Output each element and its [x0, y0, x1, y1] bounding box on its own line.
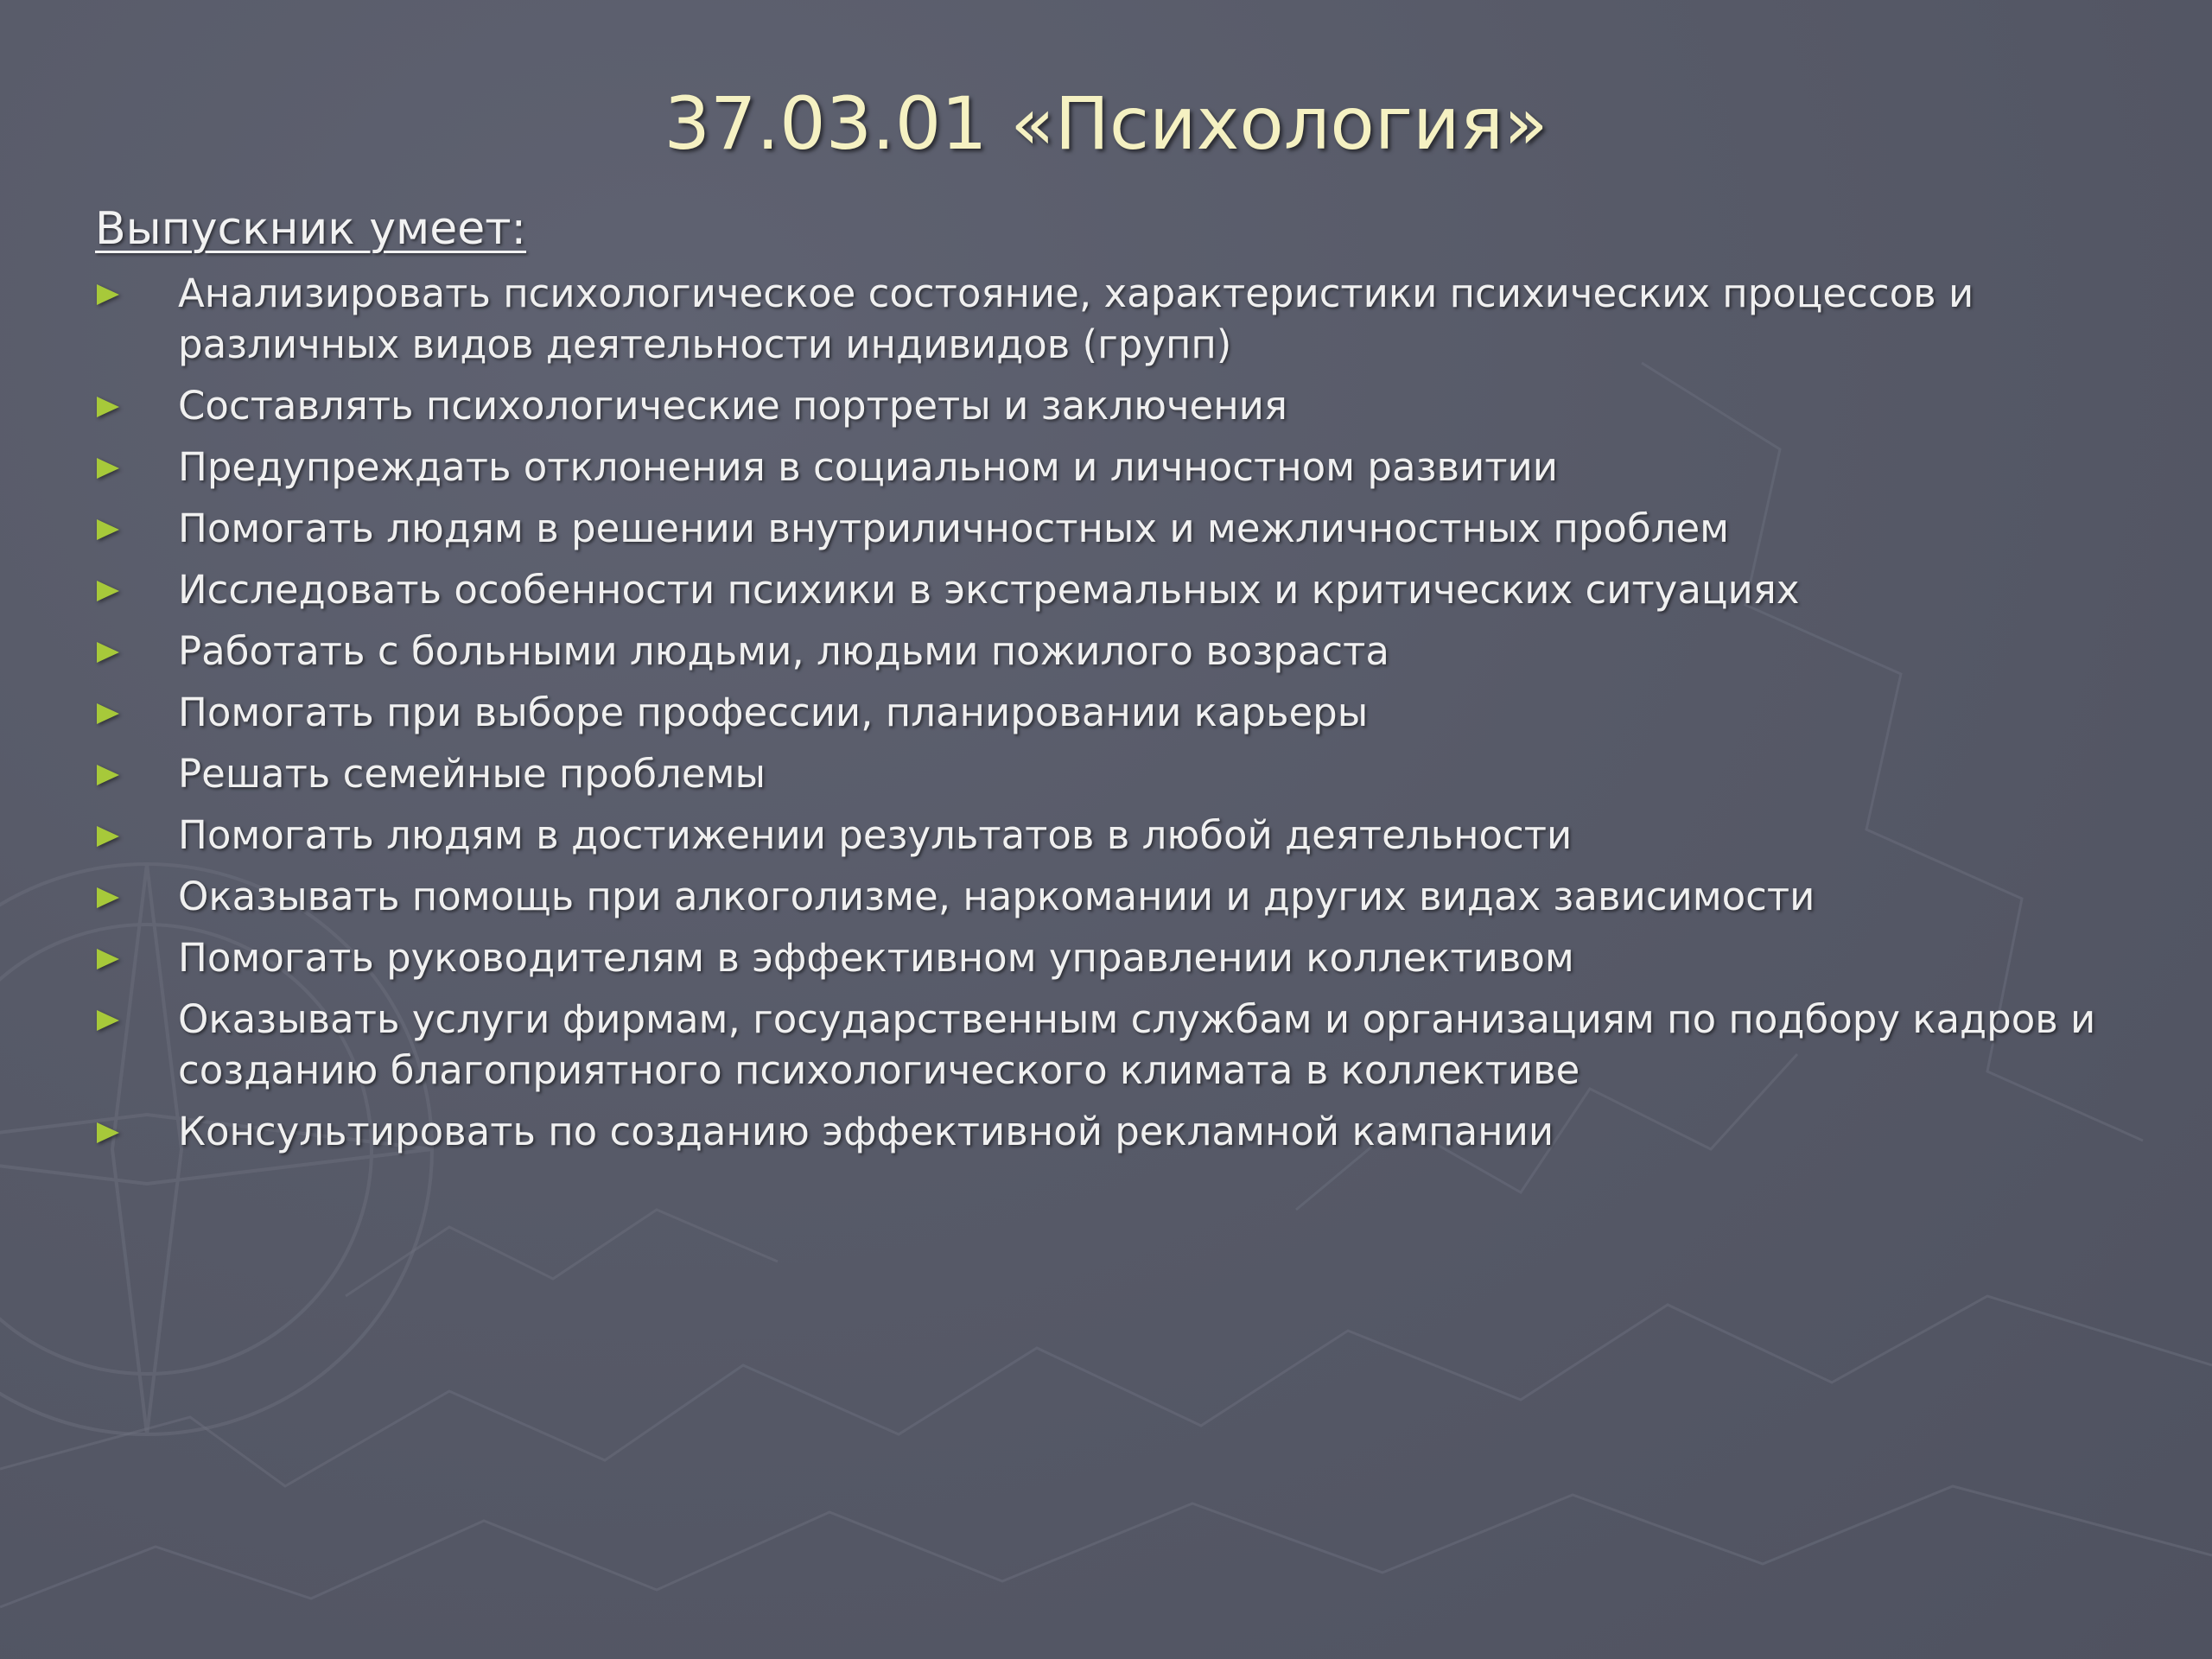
list-item: [95, 503, 2152, 554]
list-item: [95, 442, 2152, 493]
list-item: [95, 871, 2152, 922]
list-item: [95, 994, 2152, 1096]
slide-title: 37.03.01 «Психология»: [664, 81, 1548, 166]
list-item: [95, 748, 2152, 799]
list-item-text: Оказывать помощь при алкоголизме, наркомании и других видах зависимости: [178, 874, 1815, 919]
list-item: [95, 268, 2152, 370]
list-item: [95, 810, 2152, 861]
list-item-text: Помогать при выборе профессии, планировании карьеры: [178, 690, 1369, 735]
list-item-text: Помогать людям в достижении результатов в любой деятельности: [178, 812, 1573, 858]
triangle-bullet-icon: [97, 1122, 119, 1143]
triangle-bullet-icon: [97, 397, 119, 417]
list-item: [95, 1106, 2152, 1157]
list-item-text: Помогать руководителям в эффективном управлении коллективом: [178, 935, 1574, 981]
triangle-bullet-icon: [97, 284, 119, 305]
list-item: [95, 626, 2152, 677]
skills-list: [95, 268, 2152, 1167]
list-item-text: Оказывать услуги фирмам, государственным службам и организациям по подбору кадров и созданию благоприятного психологического климата в коллективе: [178, 996, 2096, 1093]
list-item: [95, 687, 2152, 738]
list-item-text: Исследовать особенности психики в экстремальных и критических ситуациях: [178, 567, 1800, 613]
list-item-text: Предупреждать отклонения в социальном и личностном развитии: [178, 444, 1558, 490]
list-item: [95, 564, 2152, 615]
list-item-text: Составлять психологические портреты и заключения: [178, 383, 1287, 429]
list-item-text: Работать с больными людьми, людьми пожилого возраста: [178, 628, 1389, 674]
triangle-bullet-icon: [97, 581, 119, 601]
list-item-text: Консультировать по созданию эффективной рекламной кампании: [178, 1109, 1554, 1154]
triangle-bullet-icon: [97, 949, 119, 969]
triangle-bullet-icon: [97, 642, 119, 663]
triangle-bullet-icon: [97, 703, 119, 724]
list-item: [95, 380, 2152, 431]
triangle-bullet-icon: [97, 826, 119, 847]
list-item-text: Анализировать психологическое состояние, характеристики психических процессов и различных видов деятельности индивидов (групп): [178, 270, 1974, 367]
triangle-bullet-icon: [97, 458, 119, 479]
triangle-bullet-icon: [97, 765, 119, 785]
triangle-bullet-icon: [97, 1010, 119, 1031]
triangle-bullet-icon: [97, 887, 119, 908]
list-item-text: Решать семейные проблемы: [178, 751, 766, 797]
list-item-text: Помогать людям в решении внутриличностных и межличностных проблем: [178, 505, 1730, 551]
list-item: [95, 932, 2152, 983]
triangle-bullet-icon: [97, 519, 119, 540]
slide-subtitle: Выпускник умеет:: [95, 203, 527, 255]
